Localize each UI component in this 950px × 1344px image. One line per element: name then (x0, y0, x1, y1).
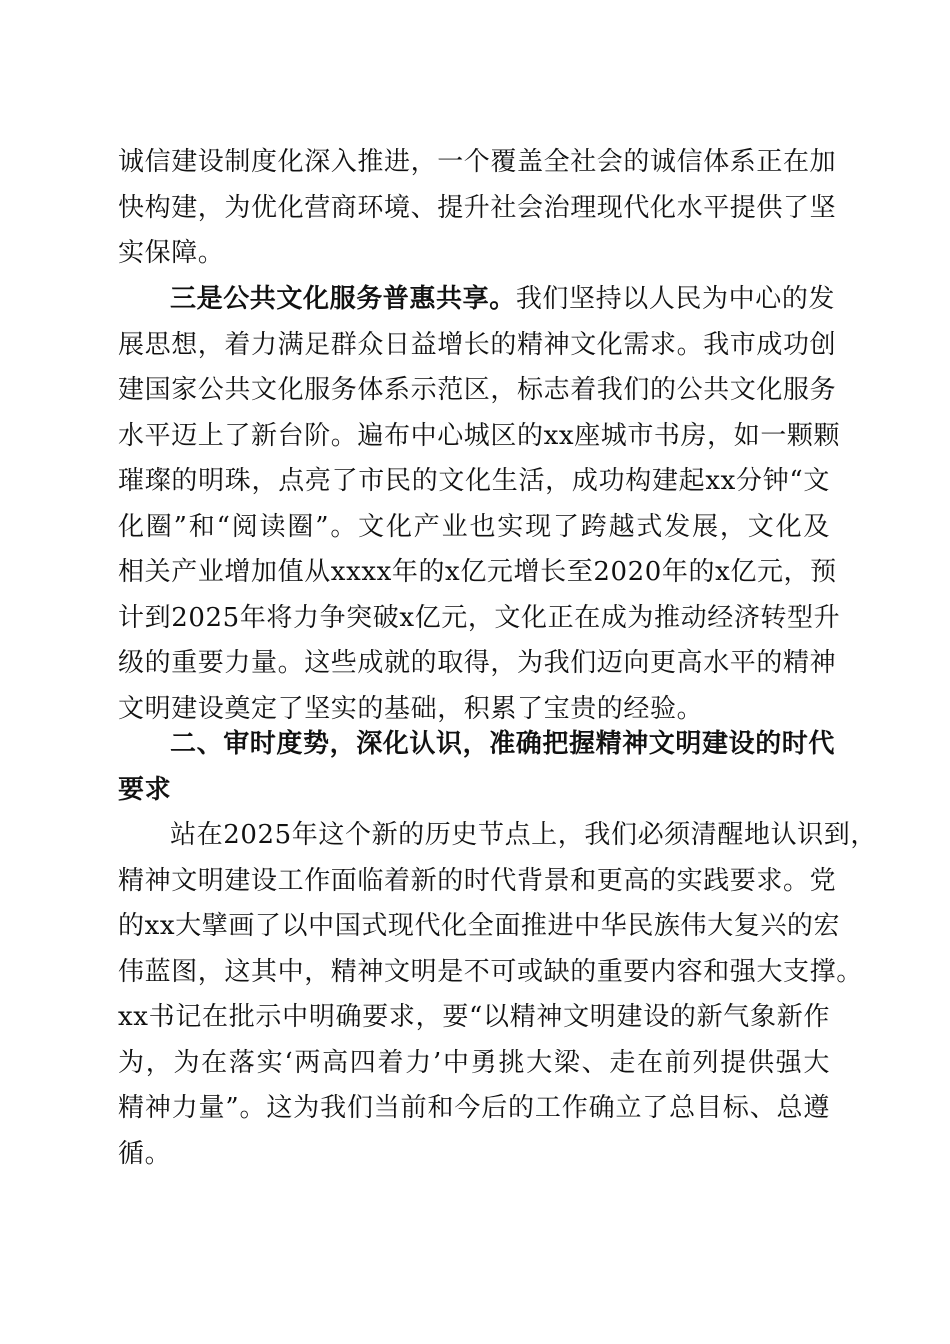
paragraph-2-line: 文明建设奠定了坚实的基础，积累了宝贵的经验。 (118, 693, 704, 724)
section-heading (118, 722, 836, 813)
paragraph-2-lead: 三是公共文化服务普惠共享。 (170, 284, 516, 314)
paragraph-3 (118, 813, 877, 1177)
paragraph-1-line: 诚信建设制度化深入推进，一个覆盖全社会的诚信体系正在加 (118, 147, 837, 177)
paragraph-2-line: 化圈”和“阅读圈”。文化产业也实现了跨越式发展，文化及 (118, 511, 830, 542)
section-heading-line: 二、审时度势，深化认识，准确把握精神文明建设的时代 (170, 729, 836, 759)
paragraph-3-line: 精神文明建设工作面临着新的时代背景和更高的实践要求。党 (118, 865, 837, 896)
paragraph-3-line: 的xx大擘画了以中国式现代化全面推进中华民族伟大复兴的宏 (118, 911, 841, 941)
paragraph-2-line: 相关产业增加值从xxxx年的x亿元增长至2020年的x亿元，预 (118, 557, 837, 587)
paragraph-2-first-line-rest: 我们坚持以人民为中心的发 (515, 284, 836, 314)
paragraph-3-line: xx书记在批示中明确要求，要“以精神文明建设的新气象新作 (118, 1002, 830, 1032)
paragraph-2-line: 璀璨的明珠，点亮了市民的文化生活，成功构建起xx分钟“文 (118, 466, 830, 496)
section-heading-line: 要求 (118, 774, 172, 805)
paragraph-3-line: 循。 (118, 1138, 172, 1169)
paragraph-2-line: 计到2025年将力争突破x亿元，文化正在成为推动经济转型升 (118, 602, 841, 633)
paragraph-2-line: 级的重要力量。这些成就的取得，为我们迈向更高水平的精神 (118, 648, 837, 678)
paragraph-3-line: 精神力量”。这为我们当前和今后的工作确立了总目标、总遵 (118, 1093, 830, 1123)
paragraph-1-line: 实保障。 (118, 238, 225, 268)
paragraph-1-line: 快构建，为优化营商环境、提升社会治理现代化水平提供了坚 (118, 192, 837, 223)
paragraph-2-line: 建国家公共文化服务体系示范区，标志着我们的公共文化服务 (118, 375, 837, 405)
paragraph-2-first-line (118, 277, 836, 323)
paragraph-3-line: 伟蓝图，这其中，精神文明是不可或缺的重要内容和强大支撑。 (118, 956, 863, 987)
paragraph-2 (118, 277, 841, 732)
paragraph-3-line: 为，为在落实‘两高四着力’中勇挑大梁、走在前列提供强大 (118, 1047, 830, 1078)
paragraph-1 (118, 140, 837, 277)
paragraph-3-line: 站在2025年这个新的历史节点上，我们必须清醒地认识到， (170, 820, 877, 850)
paragraph-2-line: 水平迈上了新台阶。遍布中心城区的xx座城市书房，如一颗颗 (118, 420, 841, 451)
paragraph-2-line: 展思想，着力满足群众日益增长的精神文化需求。我市成功创 (118, 329, 837, 360)
